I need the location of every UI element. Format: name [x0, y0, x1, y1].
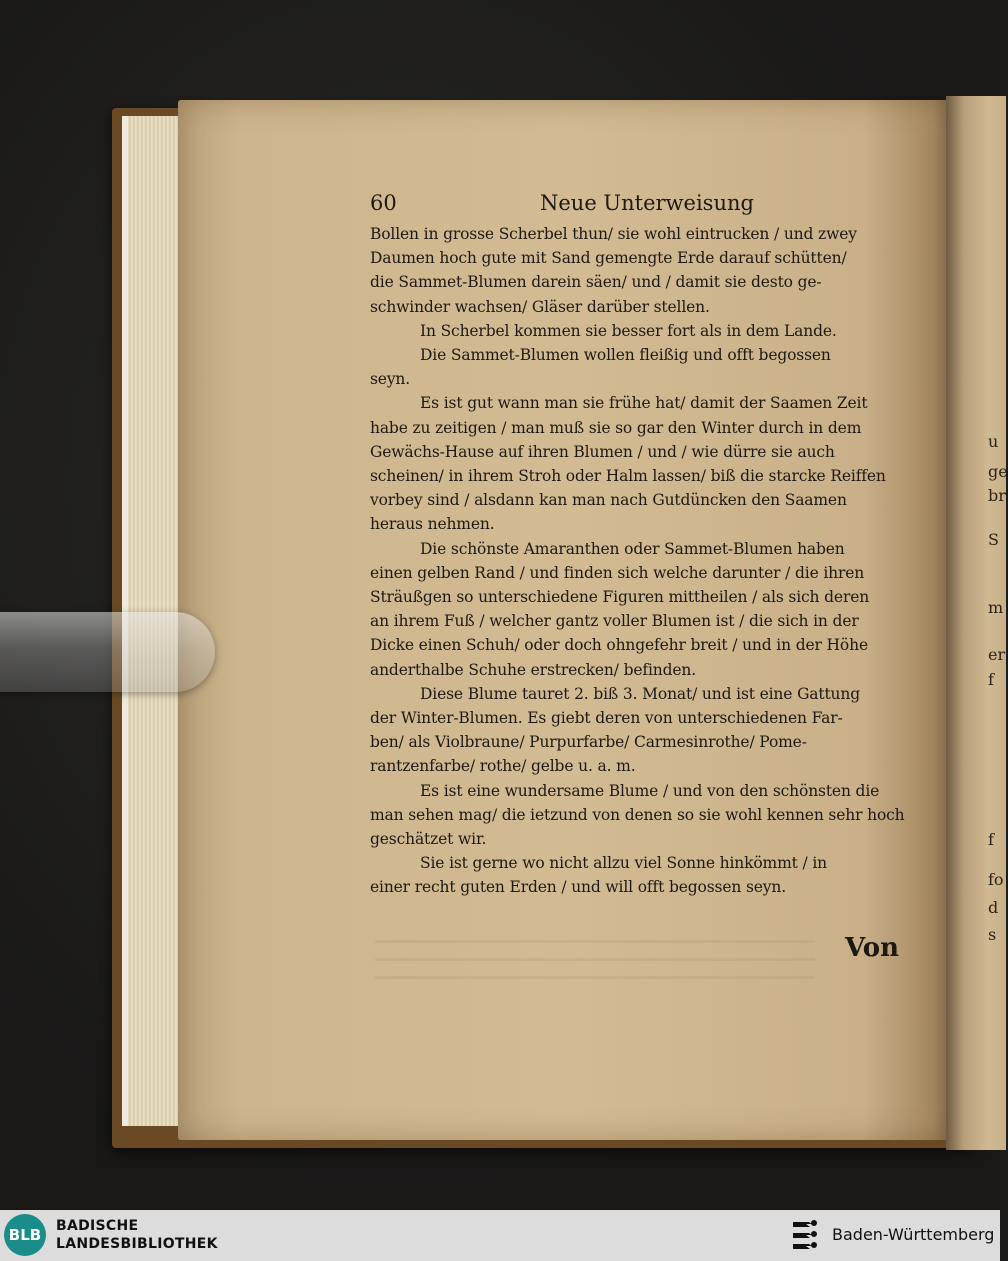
text-lines — [370, 222, 915, 900]
text-line: anderthalbe Schuhe erstrecken/ befinden. — [370, 660, 697, 679]
text-line: Sträußgen so unterschiedene Figuren mittheilen / als sich deren — [370, 588, 870, 607]
library-name-line2: LANDESBIBLIOTHEK — [56, 1236, 218, 1252]
edge-char: br — [988, 486, 1006, 505]
text-line: man sehen mag/ die ietzund von denen so sie wohl kennen sehr hoch — [370, 805, 905, 824]
text-line: seyn. — [370, 370, 411, 389]
text-line: Gewächs-Hause auf ihren Blumen / und / wie dürre sie auch — [370, 442, 835, 461]
edge-char: S — [988, 530, 999, 549]
page-header — [370, 188, 915, 222]
page-number: 60 — [370, 191, 397, 215]
edge-char: f — [988, 670, 994, 689]
page-clamp — [0, 612, 215, 692]
text-line: scheinen/ in ihrem Stroh oder Halm lassen/ biß die starcke Reiffen — [370, 467, 886, 486]
library-name[interactable] — [56, 1217, 218, 1253]
text-line: der Winter-Blumen. Es giebt deren von unterschiedenen Far- — [370, 709, 843, 728]
edge-char: fo — [988, 870, 1004, 889]
text-line: rantzenfarbe/ rothe/ gelbe u. a. m. — [370, 757, 636, 776]
edge-char: f — [988, 830, 994, 849]
catchword: Von — [845, 933, 900, 963]
edge-char: m — [988, 598, 1004, 617]
text-line: die Sammet-Blumen darein säen/ und / damit sie desto ge- — [370, 273, 822, 292]
text-line: heraus nehmen. — [370, 515, 495, 534]
text-line: einer recht guten Erden / und will offt begossen seyn. — [370, 878, 786, 897]
blb-logo[interactable]: BLB — [4, 1214, 46, 1256]
state-name[interactable]: Baden-Württemberg — [832, 1225, 995, 1244]
library-name-line1: BADISCHE — [56, 1218, 139, 1234]
text-line: geschätzet wir. — [370, 830, 487, 849]
text-line: Es ist eine wundersame Blume / und von den schönsten die — [420, 781, 880, 800]
text-line: ben/ als Violbraune/ Purpurfarbe/ Carmesinrothe/ Pome- — [370, 733, 807, 752]
text-line: Dicke einen Schuh/ oder doch ohngefehr breit / und in der Höhe — [370, 636, 868, 655]
right-page-edge — [946, 96, 1006, 1150]
edge-char: er — [988, 645, 1006, 664]
text-line: Diese Blume tauret 2. biß 3. Monat/ und ist eine Gattung — [420, 684, 860, 703]
text-line: vorbey sind / alsdann kan man nach Gutdüncken den Saamen — [370, 491, 847, 510]
state-lions-icon — [790, 1218, 824, 1254]
running-title: Neue Unterweisung — [540, 191, 754, 215]
text-line: Die schönste Amaranthen oder Sammet-Blumen haben — [420, 539, 845, 558]
text-line: schwinder wachsen/ Gläser darüber stellen. — [370, 297, 710, 316]
edge-char: u — [988, 432, 999, 451]
text-line: habe zu zeitigen / man muß sie so gar den Winter durch in dem — [370, 418, 862, 437]
text-line: Sie ist gerne wo nicht allzu viel Sonne hinkömmt / in — [420, 854, 827, 873]
show-through-text — [375, 940, 815, 980]
edge-char: ge — [988, 462, 1008, 481]
text-line: In Scherbel kommen sie besser fort als in dem Lande. — [420, 321, 837, 340]
edge-char: s — [988, 925, 997, 944]
page-text — [370, 188, 915, 900]
footer-bar — [0, 1210, 1000, 1261]
text-line: Bollen in grosse Scherbel thun/ sie wohl eintrucken / und zwey — [370, 225, 857, 243]
text-line: Die Sammet-Blumen wollen fleißig und offt begossen — [420, 346, 831, 365]
text-line: einen gelben Rand / und finden sich welche darunter / die ihren — [370, 563, 865, 582]
text-line: an ihrem Fuß / welcher gantz voller Blumen ist / die sich in der — [370, 612, 859, 631]
text-line: Daumen hoch gute mit Sand gemengte Erde darauf schütten/ — [370, 249, 847, 268]
text-line: Es ist gut wann man sie frühe hat/ damit der Saamen Zeit — [420, 394, 868, 413]
edge-char: d — [988, 898, 999, 917]
